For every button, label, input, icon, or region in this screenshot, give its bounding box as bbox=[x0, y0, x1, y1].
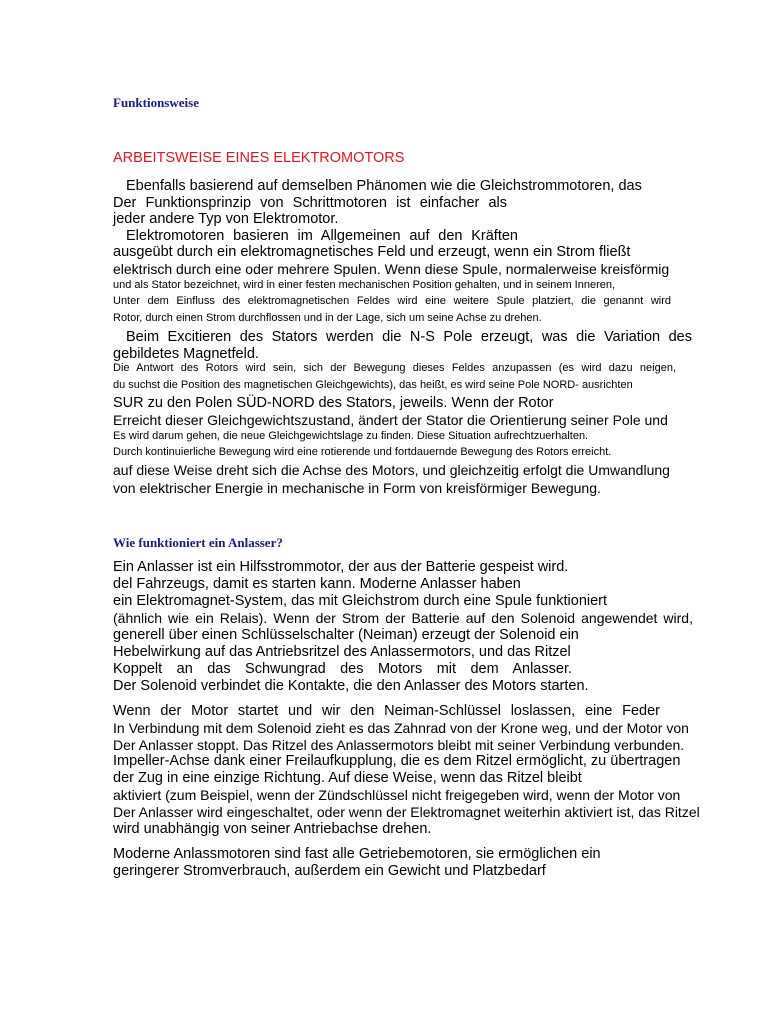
text-line: Der Anlasser stoppt. Das Ritzel des Anlassermotors bleibt mit seiner Verbindung verbunden. bbox=[113, 737, 685, 753]
text-line: generell über einen Schlüsselschalter (Neiman) erzeugt der Solenoid ein bbox=[113, 627, 579, 643]
text-line: und als Stator bezeichnet, wird in einer festen mechanischen Position gehalten, und in seinem Inneren, bbox=[113, 279, 616, 291]
text-line: Durch kontinuierliche Bewegung wird eine rotierende und fortdauernde Bewegung des Rotors erreicht. bbox=[113, 446, 612, 458]
text-line: Moderne Anlassmotoren sind fast alle Getriebemotoren, sie ermöglichen ein bbox=[113, 846, 601, 862]
text-line: (ähnlich wie ein Relais). Wenn der Strom der Batterie auf den Solenoid angewendet wird, bbox=[113, 610, 693, 626]
section-heading: Funktionsweise bbox=[113, 95, 199, 110]
text-line: Koppelt an das Schwungrad des Motors mit dem Anlasser. bbox=[113, 661, 572, 677]
text-line: SUR zu den Polen SÜD-NORD des Stators, jeweils. Wenn der Rotor bbox=[113, 395, 554, 411]
text-line: Impeller-Achse dank einer Freilaufkupplung, die es dem Ritzel ermöglicht, zu übertragen bbox=[113, 753, 681, 769]
text-line: Rotor, durch einen Strom durchflossen und in der Lage, sich um seine Achse zu drehen. bbox=[113, 312, 542, 324]
text-line: Es wird darum gehen, die neue Gleichgewichtslage zu finden. Diese Situation aufrechtzuerhalten. bbox=[113, 430, 589, 442]
text-line: Der Anlasser wird eingeschaltet, oder wenn der Elektromagnet weiterhin aktiviert ist, das Ritzel bbox=[113, 804, 700, 820]
text-line: ausgeübt durch ein elektromagnetisches Feld und erzeugt, wenn ein Strom fließt bbox=[113, 244, 631, 260]
text-line: gebildetes Magnetfeld. bbox=[113, 346, 259, 362]
text-line: Wenn der Motor startet und wir den Neiman-Schlüssel loslassen, eine Feder bbox=[113, 703, 660, 719]
text-line: der Zug in eine einzige Richtung. Auf diese Weise, wenn das Ritzel bleibt bbox=[113, 770, 582, 786]
text-line: Elektromotoren basieren im Allgemeinen auf den Kräften bbox=[126, 228, 518, 244]
text-line: du suchst die Position des magnetischen Gleichgewichts), das heißt, es wird seine Pole NORD- ausrichten bbox=[113, 379, 633, 391]
text-line: Beim Excitieren des Stators werden die N-S Pole erzeugt, was die Variation des bbox=[126, 329, 692, 345]
text-line: Ebenfalls basierend auf demselben Phänomen wie die Gleichstrommotoren, das bbox=[126, 178, 642, 194]
electromotor-title: ARBEITSWEISE EINES ELEKTROMOTORS bbox=[113, 150, 405, 166]
text-line: In Verbindung mit dem Solenoid zieht es das Zahnrad von der Krone weg, und der Motor von bbox=[113, 720, 689, 736]
text-line: elektrisch durch eine oder mehrere Spulen. Wenn diese Spule, normalerweise kreisförmig bbox=[113, 261, 670, 277]
text-line: Unter dem Einfluss des elektromagnetischen Feldes wird eine weitere Spule platziert, die genannt wird bbox=[113, 295, 671, 307]
starter-title: Wie funktioniert ein Anlasser? bbox=[113, 535, 283, 550]
text-line: auf diese Weise dreht sich die Achse des Motors, und gleichzeitig erfolgt die Umwandlung bbox=[113, 462, 670, 478]
text-line: Der Funktionsprinzip von Schrittmotoren ist einfacher als bbox=[113, 195, 507, 211]
text-line: geringerer Stromverbrauch, außerdem ein Gewicht und Platzbedarf bbox=[113, 863, 546, 879]
text-line: von elektrischer Energie in mechanische in Form von kreisförmiger Bewegung. bbox=[113, 480, 601, 496]
text-line: Die Antwort des Rotors wird sein, sich der Bewegung dieses Feldes anzupassen (es wird dazu neigen, bbox=[113, 362, 676, 374]
text-line: ein Elektromagnet-System, das mit Gleichstrom durch eine Spule funktioniert bbox=[113, 593, 608, 609]
text-line: aktiviert (zum Beispiel, wenn der Zündschlüssel nicht freigegeben wird, wenn der Motor von bbox=[113, 787, 681, 803]
text-line: Ein Anlasser ist ein Hilfsstrommotor, der aus der Batterie gespeist wird. bbox=[113, 559, 569, 575]
text-line: Der Solenoid verbindet die Kontakte, die den Anlasser des Motors starten. bbox=[113, 678, 589, 694]
text-line: wird unabhängig von seiner Antriebachse drehen. bbox=[113, 821, 432, 837]
text-line: del Fahrzeugs, damit es starten kann. Moderne Anlasser haben bbox=[113, 576, 521, 592]
text-line: Hebelwirkung auf das Antriebsritzel des Anlassermotors, und das Ritzel bbox=[113, 644, 571, 660]
text-line: jeder andere Typ von Elektromotor. bbox=[113, 211, 339, 227]
text-line: Erreicht dieser Gleichgewichtszustand, ändert der Stator die Orientierung seiner Pole und bbox=[113, 412, 668, 428]
